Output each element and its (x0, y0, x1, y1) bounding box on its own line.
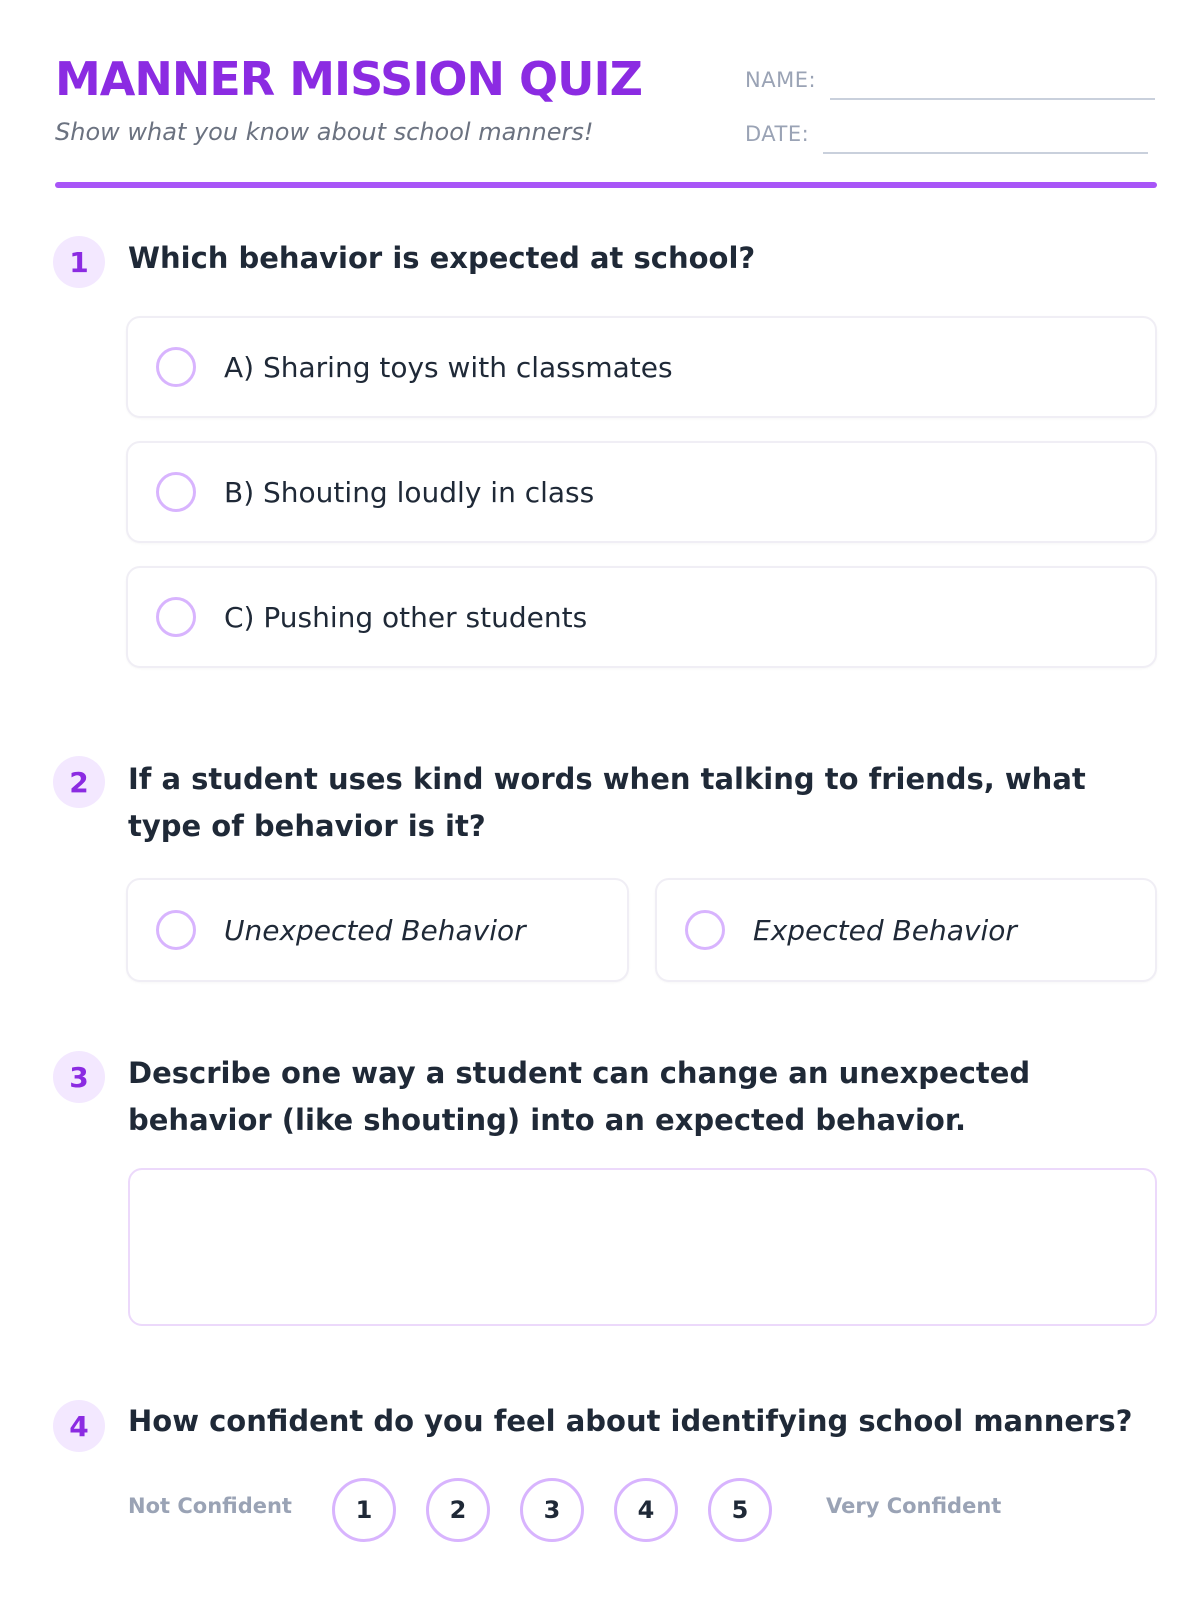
scale-option-2[interactable]: 2 (426, 1478, 490, 1542)
date-label: DATE: (745, 122, 810, 146)
q2-option-unexpected[interactable] (126, 878, 629, 982)
name-field[interactable] (830, 98, 1155, 100)
q3-answer-box[interactable] (128, 1168, 1157, 1326)
q1-option-c-label: C) Pushing other students (224, 600, 588, 634)
q1-option-b[interactable] (126, 441, 1157, 543)
question-1-number: 1 (53, 236, 105, 288)
name-row (745, 68, 1155, 92)
date-field[interactable] (823, 152, 1148, 154)
q1-option-c-radio[interactable] (156, 597, 196, 637)
scale-option-3[interactable]: 3 (520, 1478, 584, 1542)
scale-min-label: Not Confident (128, 1494, 292, 1518)
question-4-number: 4 (53, 1400, 105, 1452)
q2-option-unexpected-label: Unexpected Behavior (224, 913, 526, 947)
scale-option-5[interactable]: 5 (708, 1478, 772, 1542)
q1-option-c[interactable] (126, 566, 1157, 668)
page-title: MANNER MISSION QUIZ (55, 52, 642, 106)
header-divider (55, 182, 1157, 188)
q1-option-b-radio[interactable] (156, 472, 196, 512)
scale-option-1[interactable]: 1 (332, 1478, 396, 1542)
name-label: NAME: (745, 68, 817, 92)
date-row (745, 122, 1148, 146)
q2-option-expected-radio[interactable] (685, 910, 725, 950)
question-1-text: Which behavior is expected at school? (128, 241, 756, 275)
q1-option-a-label: A) Sharing toys with classmates (224, 350, 673, 384)
q2-option-unexpected-radio[interactable] (156, 910, 196, 950)
scale-max-label: Very Confident (826, 1494, 1002, 1518)
quiz-header (55, 52, 1155, 182)
question-2-number: 2 (53, 756, 105, 808)
question-4-text: How confident do you feel about identifying school manners? (128, 1404, 1133, 1438)
page-subtitle: Show what you know about school manners! (55, 118, 594, 146)
q1-option-a[interactable] (126, 316, 1157, 418)
question-2-text: If a student uses kind words when talking to friends, what type of behavior is it? (128, 762, 1086, 843)
q2-option-expected-label: Expected Behavior (753, 913, 1017, 947)
question-3-number: 3 (53, 1051, 105, 1103)
q2-option-expected[interactable] (655, 878, 1157, 982)
q1-option-a-radio[interactable] (156, 347, 196, 387)
question-3-text: Describe one way a student can change an unexpected behavior (like shouting) into an expected behavior. (128, 1056, 1031, 1137)
q1-option-b-label: B) Shouting loudly in class (224, 475, 595, 509)
scale-option-4[interactable]: 4 (614, 1478, 678, 1542)
